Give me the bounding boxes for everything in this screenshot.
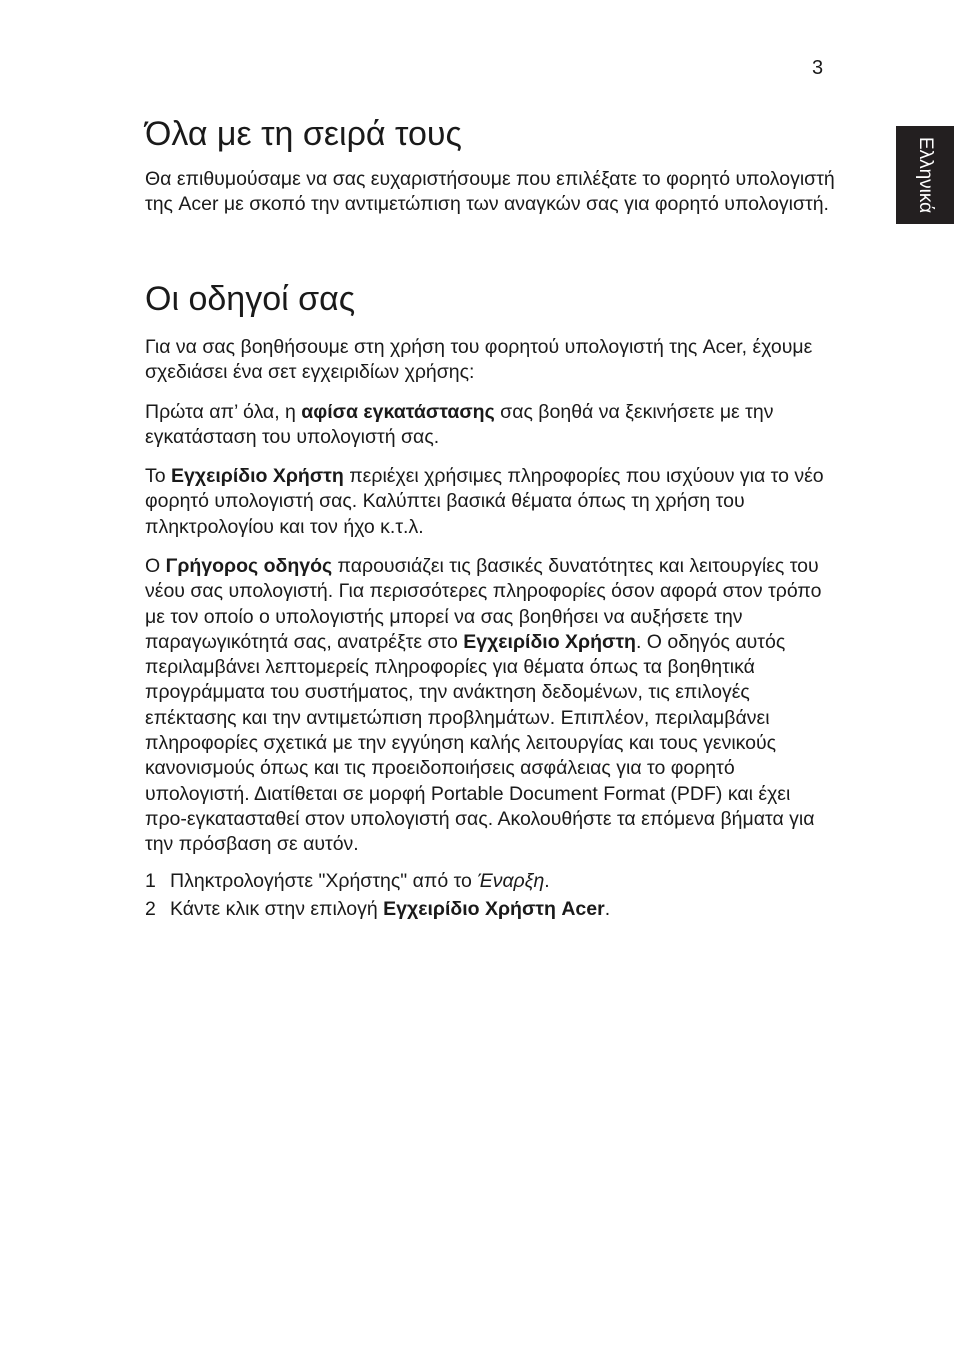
- text-run: Πρώτα απ’ όλα, η: [145, 401, 302, 423]
- language-tab: [896, 126, 954, 224]
- text-run: περιέχει χρήσιμες πληροφορίες που ισχύουν για το νέο φορητό υπολογιστή σας. Καλύπτει βασικά θέματα όπως τη χρήση του πληκτρολογίου και τον ήχο κ.τ.λ.: [145, 465, 824, 538]
- step-item: [145, 897, 610, 922]
- quick-guide-paragraph: [145, 554, 835, 858]
- text-run: Το: [145, 465, 172, 487]
- user-guide-paragraph: [145, 464, 835, 540]
- text-run: Πληκτρολογήστε "Χρήστης" από το: [170, 870, 478, 892]
- bold-text: Εγχειρίδιο Χρήστη: [463, 630, 636, 653]
- text-run: .: [544, 870, 550, 892]
- section-title-first-things-first: Όλα με τη σειρά τους: [145, 115, 462, 153]
- setup-poster-paragraph: [145, 400, 835, 451]
- step-number: 1: [145, 870, 156, 892]
- italic-text: Έναρξη: [477, 870, 545, 892]
- step-item: [145, 869, 550, 894]
- text-run: . Ο οδηγός αυτός περιλαμβάνει λεπτομερείς πληροφορίες για θέματα όπως τα βοηθητικά προγράμματα του συστήματος, την ανάκτηση δεδομένων, τις επιλογές επέκτασης και την αντιμετώπιση προβλημάτων. Επιπλέον, περιλαμβάνει πληροφορίες σχετικά με την εγγύηση καλής λειτουργίας και τους γενικούς κανονισμούς όπως και τις προειδοποιήσεις ασφάλειας για το φορητό υπολογιστή. Διατίθεται σε μορφή Portable Document Format (PDF) και έχει προ-εγκατασταθεί στον υπολογιστή σας. Ακολουθήστε τα επόμενα βήματα για την πρόσβαση σε αυτόν.: [145, 630, 815, 856]
- bold-text: Εγχειρίδιο Χρήστη Acer: [383, 898, 605, 920]
- bold-text: Εγχειρίδιο Χρήστη: [171, 465, 344, 487]
- section-title-your-guides: Οι οδηγοί σας: [145, 280, 356, 318]
- text-run: παρουσιάζει τις βασικές δυνατότητες και λειτουργίες του νέου σας υπολογιστή. Για περισσότερες πληροφορίες όσον αφορά στον τρόπο με τον οποίο ο υπολογιστής μπορεί να σας βοηθήσει να αυξήσετε την παραγωγικότητά σας, ανατρέξτε στο: [145, 555, 822, 653]
- guides-intro-paragraph: Για να σας βοηθήσουμε στη χρήση του φορητού υπολογιστή της Acer, έχουμε σχεδιάσει ένα σετ εγχειριδίων χρήσης:: [145, 336, 813, 384]
- text-run: Κάντε κλικ στην επιλογή: [170, 898, 384, 920]
- bold-text: Γρήγορος οδηγός: [165, 555, 333, 577]
- page-number: 3: [812, 57, 824, 79]
- text-run: Ο: [145, 555, 166, 577]
- bold-text: αφίσα εγκατάστασης: [301, 401, 495, 423]
- text-run: σας βοηθά να ξεκινήσετε με την εγκατάσταση του υπολογιστή σας.: [145, 401, 774, 449]
- language-tab-label: Ελληνικά: [915, 136, 936, 214]
- thank-you-paragraph: Θα επιθυμούσαμε να σας ευχαριστήσουμε που επιλέξατε το φορητό υπολογιστή της Acer με σκοπό την αντιμετώπιση των αναγκών σας για φορητό υπολογιστή.: [145, 168, 835, 216]
- step-number: 2: [145, 898, 156, 920]
- text-run: .: [604, 898, 611, 920]
